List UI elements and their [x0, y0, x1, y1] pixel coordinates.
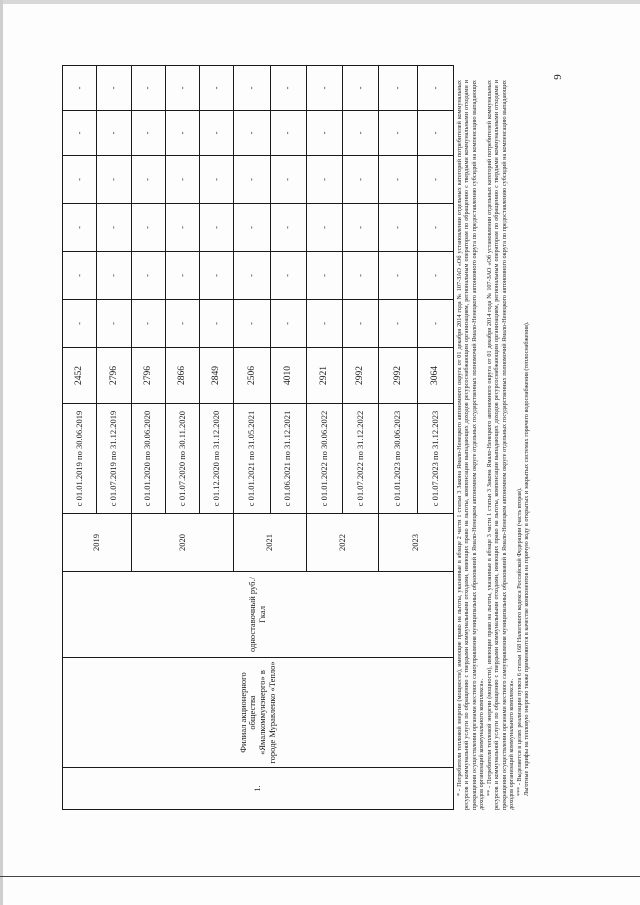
empty-tariff-cell: -	[97, 204, 131, 252]
period-range-cell: с 01.07.2022 по 31.12.2022	[343, 404, 379, 514]
empty-tariff-cell: -	[97, 111, 131, 156]
tariff-value-cell: 3064	[417, 348, 453, 404]
empty-tariff-cell: -	[234, 156, 270, 204]
empty-tariff-cell: -	[165, 204, 199, 252]
empty-tariff-cell: -	[63, 66, 97, 111]
empty-tariff-cell: -	[165, 300, 199, 348]
period-range-cell: с 01.01.2020 по 30.06.2020	[131, 404, 165, 514]
empty-tariff-cell: -	[131, 66, 165, 111]
empty-tariff-cell: -	[306, 252, 342, 300]
empty-tariff-cell: -	[379, 204, 417, 252]
empty-tariff-cell: -	[165, 111, 199, 156]
empty-tariff-cell: -	[417, 204, 453, 252]
footnote-4: Льготные тарифы на тепловую энергию также применяются в качестве компонентов на горячую воду в открытых и закрытых системах горячего водоснабжения (теплоснабжения).	[522, 321, 530, 796]
empty-tariff-cell: -	[417, 300, 453, 348]
empty-tariff-cell: -	[270, 156, 306, 204]
empty-tariff-cell: -	[200, 300, 234, 348]
empty-tariff-cell: -	[417, 252, 453, 300]
empty-tariff-cell: -	[306, 300, 342, 348]
empty-tariff-cell: -	[200, 111, 234, 156]
period-range-cell: с 01.12.2020 по 31.12.2020	[200, 404, 234, 514]
tariff-table-body	[63, 66, 454, 810]
period-range-cell: с 01.06.2021 по 31.12.2021	[270, 404, 306, 514]
empty-tariff-cell: -	[270, 66, 306, 111]
period-range-cell: с 01.07.2020 по 30.11.2020	[165, 404, 199, 514]
empty-tariff-cell: -	[97, 156, 131, 204]
period-range-cell: с 01.01.2023 по 30.06.2023	[379, 404, 417, 514]
empty-tariff-cell: -	[97, 66, 131, 111]
footnote-1: * - Потребители тепловой энергии (мощности), имеющие право на льготы, указанные в абзаце 2 части 1 статьи 3 Закона Ямало-Ненецкого автономного округа от 01 декабря 2014 года № 107-ЗАО «Об установлении отдельных категорий потребителей коммунальных ресурсов и коммунальной услуги по обращению с твердыми коммунальными отходами, имеющих право на льготы, компенсации выпадающих доходов ресурсоснабжающим организациям, региональным операторам по обращению с твердыми коммунальными отходами и прекращении осуществления органами местного самоуправления муниципальных образований в Ямало-Ненецком автономном округе отдельных государственных полномочий Ямало-Ненецкого автономного округа по предоставлению субсидий на компенсацию выпадающих доходов организаций коммунального комплекса».	[456, 80, 486, 810]
scan-edge-bottom	[0, 876, 640, 877]
empty-tariff-cell: -	[234, 111, 270, 156]
empty-tariff-cell: -	[343, 252, 379, 300]
organization-cell: Филиал акционерного общества «Ямалкоммунэнерго» в городе Муравленко «Тепло»	[63, 658, 454, 768]
empty-tariff-cell: -	[379, 300, 417, 348]
tariff-value-cell: 2866	[165, 348, 199, 404]
empty-tariff-cell: -	[417, 156, 453, 204]
empty-tariff-cell: -	[343, 300, 379, 348]
period-range-cell: с 01.07.2019 по 31.12.2019	[97, 404, 131, 514]
empty-tariff-cell: -	[343, 66, 379, 111]
empty-tariff-cell: -	[417, 111, 453, 156]
empty-tariff-cell: -	[63, 300, 97, 348]
tariff-table	[62, 65, 454, 810]
period-range-cell: с 01.01.2022 по 30.06.2022	[306, 404, 342, 514]
empty-tariff-cell: -	[306, 156, 342, 204]
empty-tariff-cell: -	[200, 252, 234, 300]
period-range-cell: с 01.01.2019 по 30.06.2019	[63, 404, 97, 514]
tariff-value-cell: 2452	[63, 348, 97, 404]
empty-tariff-cell: -	[343, 204, 379, 252]
year-cell: 2021	[234, 514, 307, 572]
empty-tariff-cell: -	[97, 252, 131, 300]
empty-tariff-cell: -	[417, 66, 453, 111]
empty-tariff-cell: -	[270, 300, 306, 348]
empty-tariff-cell: -	[63, 156, 97, 204]
tariff-value-cell: 4010	[270, 348, 306, 404]
empty-tariff-cell: -	[343, 111, 379, 156]
page-number: 9	[552, 74, 564, 80]
empty-tariff-cell: -	[379, 111, 417, 156]
tariff-value-cell: 2921	[306, 348, 342, 404]
tariff-value-cell: 2796	[97, 348, 131, 404]
empty-tariff-cell: -	[234, 300, 270, 348]
table-row	[63, 66, 97, 810]
empty-tariff-cell: -	[165, 156, 199, 204]
year-cell: 2020	[131, 514, 234, 572]
tariff-value-cell: 2992	[379, 348, 417, 404]
empty-tariff-cell: -	[234, 204, 270, 252]
empty-tariff-cell: -	[97, 300, 131, 348]
tariff-value-cell: 2506	[234, 348, 270, 404]
empty-tariff-cell: -	[165, 252, 199, 300]
empty-tariff-cell: -	[165, 66, 199, 111]
empty-tariff-cell: -	[200, 204, 234, 252]
empty-tariff-cell: -	[131, 300, 165, 348]
empty-tariff-cell: -	[200, 66, 234, 111]
empty-tariff-cell: -	[131, 111, 165, 156]
year-cell: 2019	[63, 514, 132, 572]
row-number-cell: 1.	[63, 768, 454, 810]
tariff-value-cell: 2992	[343, 348, 379, 404]
empty-tariff-cell: -	[343, 156, 379, 204]
empty-tariff-cell: -	[63, 204, 97, 252]
footnote-2: ** - Потребители тепловой энергии (мощности), имеющие право на льготы, указанные в абзаце 3 части 1 статьи 3 Закона Ямало-Ненецкого автономного округа от 01 декабря 2014 года № 107-ЗАО «Об установлении отдельных категорий потребителей коммунальных ресурсов и коммунальной услуги по обращению с твердыми коммунальными отходами, имеющих право на льготы, компенсации выпадающих доходов ресурсоснабжающим организациям, региональным операторам по обращению с твердыми коммунальными отходами и прекращении осуществления органами местного самоуправления муниципальных образований в Ямало-Ненецком автономном округе отдельных государственных полномочий Ямало-Ненецкого автономного округа по предоставлению субсидий на компенсацию выпадающих доходов организаций коммунального комплекса».	[485, 80, 516, 810]
empty-tariff-cell: -	[306, 111, 342, 156]
empty-tariff-cell: -	[131, 156, 165, 204]
empty-tariff-cell: -	[379, 66, 417, 111]
rotated-content	[62, 80, 530, 810]
year-cell: 2023	[379, 514, 454, 572]
year-cell: 2022	[306, 514, 379, 572]
empty-tariff-cell: -	[379, 156, 417, 204]
empty-tariff-cell: -	[63, 111, 97, 156]
scan-edge-top	[0, 0, 640, 4]
footnotes	[456, 80, 530, 810]
footnote-3: *** - Выделяется в целях реализации пункта 6 статьи 168 Налогового кодекса Российской Федерации (часть вторая).	[515, 487, 523, 796]
tariff-type-cell: одноставочный руб./Гкал	[63, 572, 454, 658]
empty-tariff-cell: -	[270, 204, 306, 252]
empty-tariff-cell: -	[131, 252, 165, 300]
empty-tariff-cell: -	[131, 204, 165, 252]
empty-tariff-cell: -	[379, 252, 417, 300]
scan-edge-left	[0, 0, 3, 905]
tariff-value-cell: 2849	[200, 348, 234, 404]
period-range-cell: с 01.07.2023 по 31.12.2023	[417, 404, 453, 514]
empty-tariff-cell: -	[306, 204, 342, 252]
period-range-cell: с 01.01.2021 по 31.05.2021	[234, 404, 270, 514]
empty-tariff-cell: -	[306, 66, 342, 111]
empty-tariff-cell: -	[270, 111, 306, 156]
empty-tariff-cell: -	[234, 66, 270, 111]
empty-tariff-cell: -	[63, 252, 97, 300]
empty-tariff-cell: -	[200, 156, 234, 204]
tariff-value-cell: 2796	[131, 348, 165, 404]
empty-tariff-cell: -	[270, 252, 306, 300]
empty-tariff-cell: -	[234, 252, 270, 300]
